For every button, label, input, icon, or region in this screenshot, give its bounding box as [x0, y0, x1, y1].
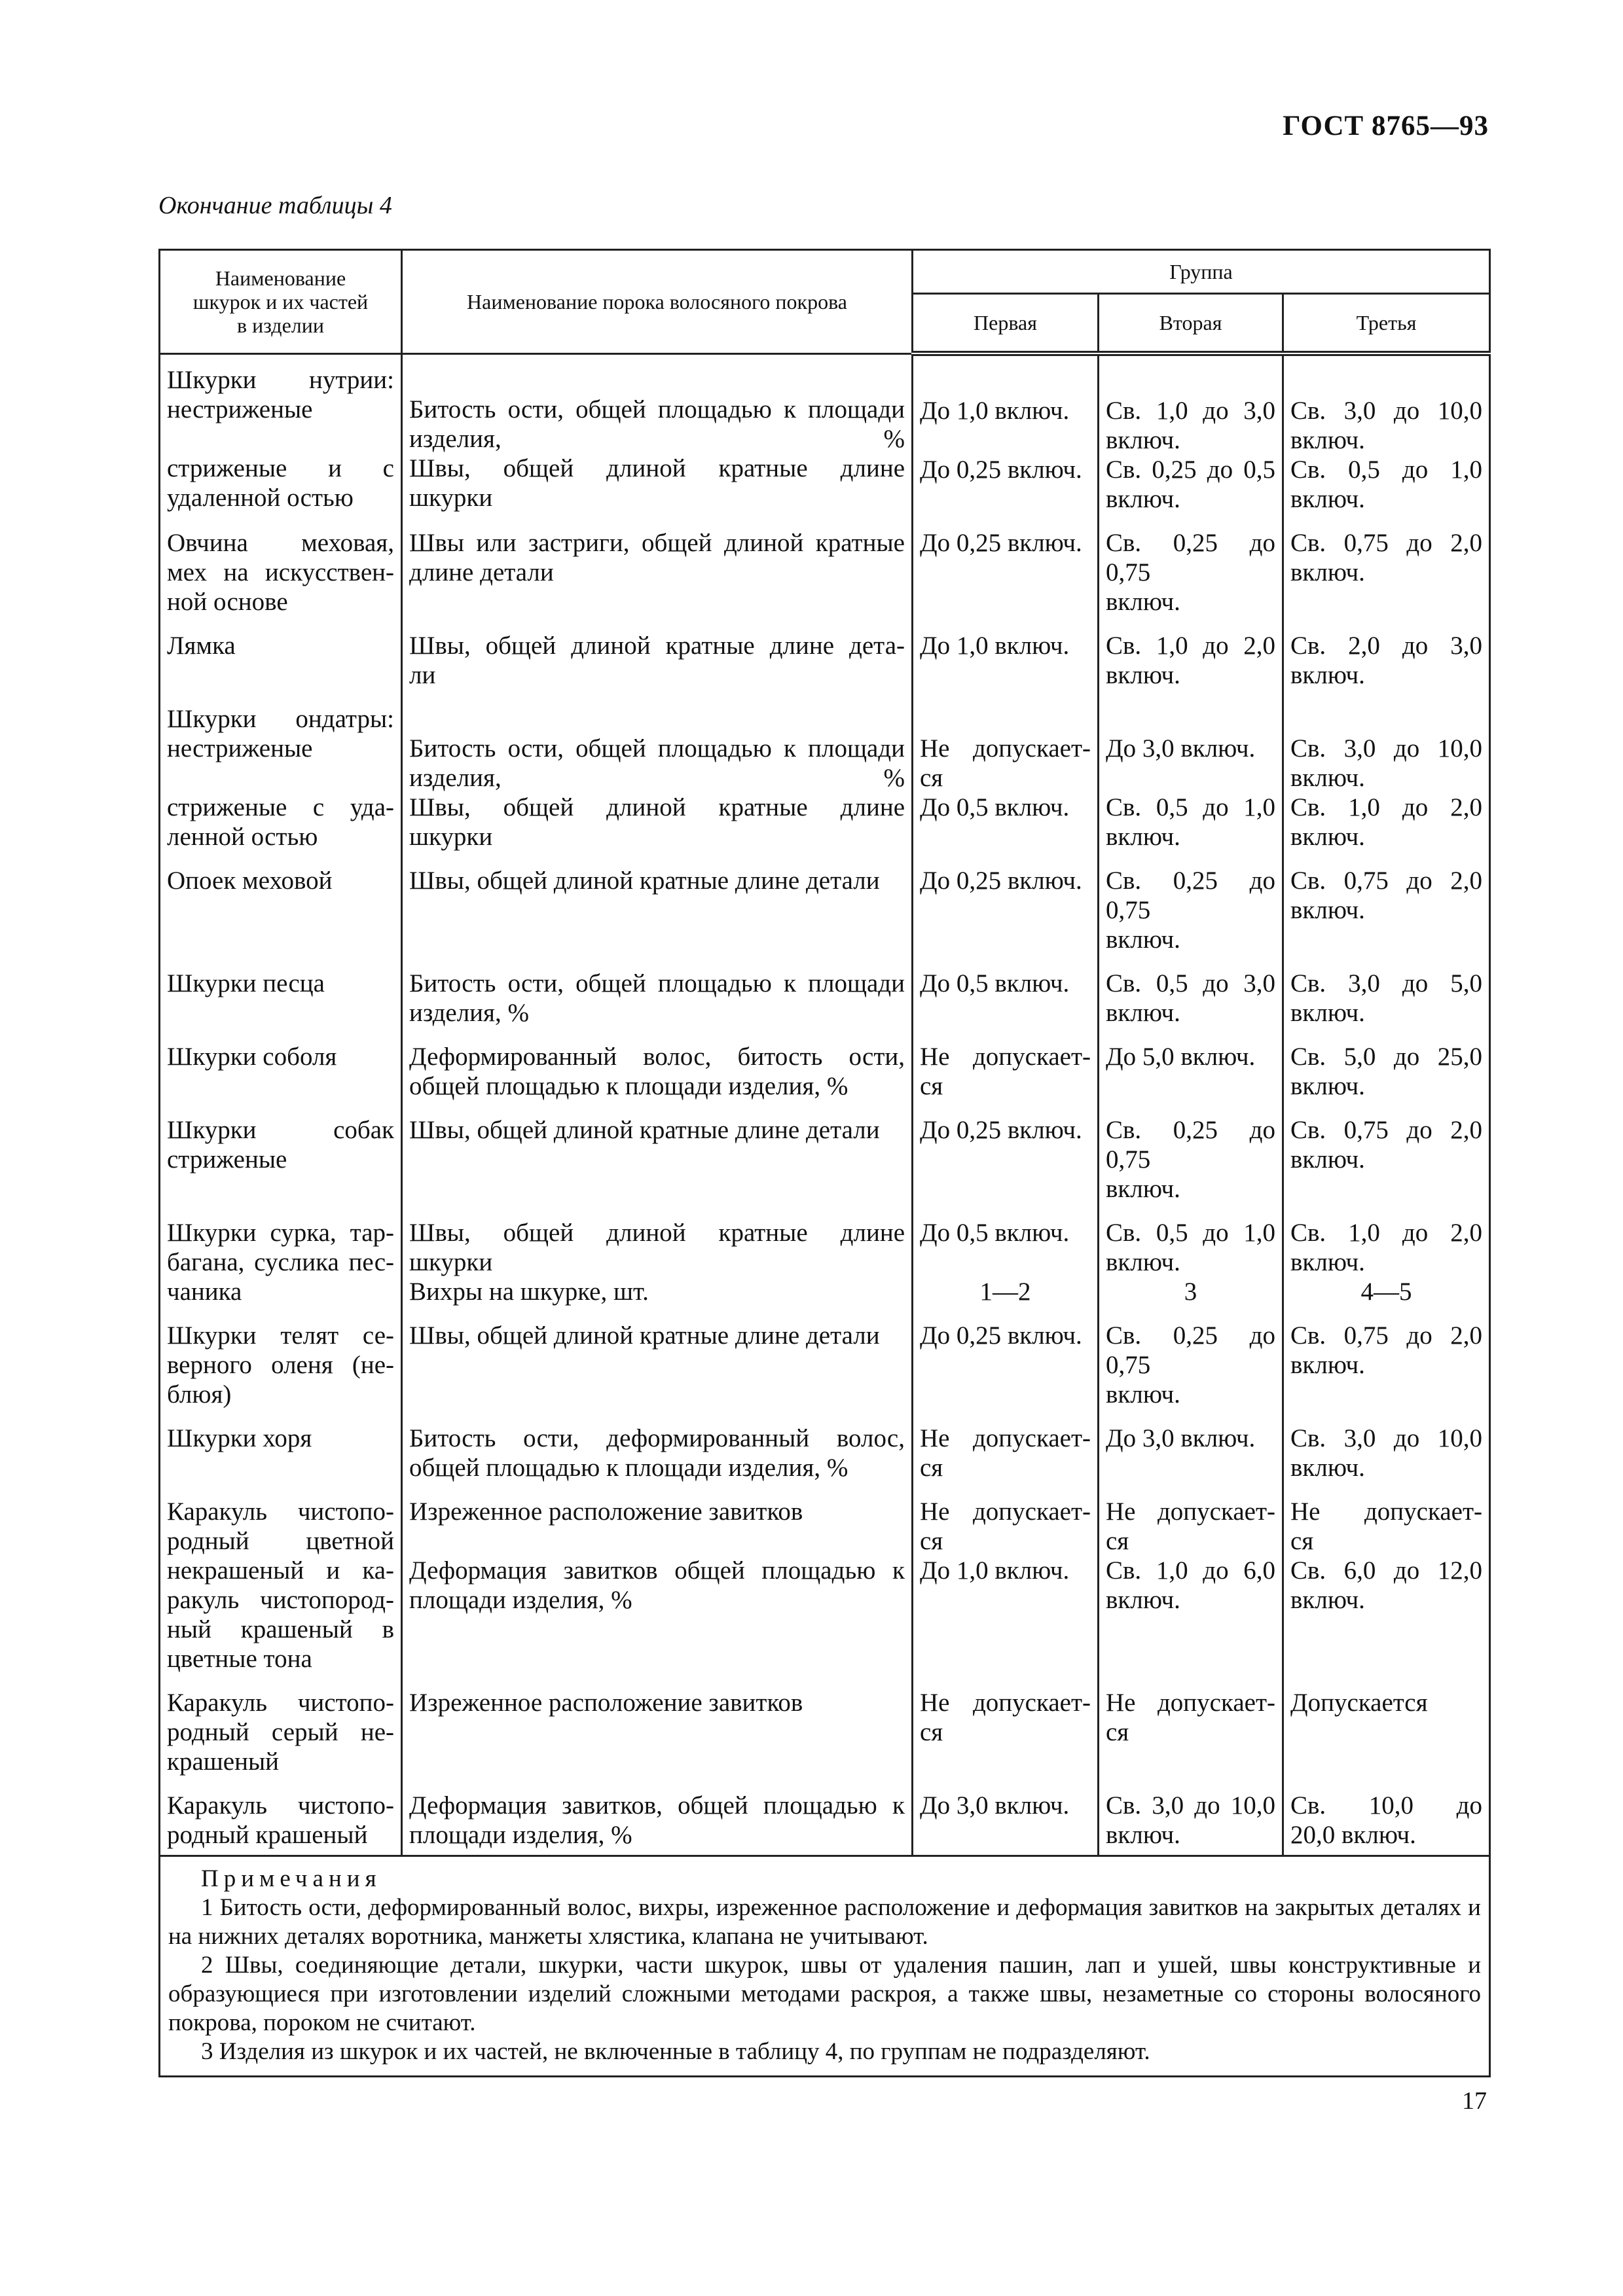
notes-title: Примечания — [201, 1865, 382, 1892]
row-item-name — [160, 1321, 402, 1424]
cell-line: Св. 0,5 до 1,0 — [1106, 1219, 1275, 1247]
table-row — [160, 1218, 1490, 1321]
cell-line: включ. — [1106, 426, 1180, 454]
cell-line: Св. 0,75 до 2,0 — [1290, 867, 1482, 895]
cell-line: включ. — [1290, 661, 1365, 689]
row-group-first — [913, 1115, 1099, 1218]
cell-line: Св. 1,0 до 2,0 — [1290, 793, 1482, 821]
cell-line: До 0,25 включ. — [920, 1116, 1082, 1144]
cell-line: ной основе — [167, 588, 288, 616]
row-group-second — [1099, 969, 1283, 1042]
cell-line: Битость ости, деформированный волос, — [409, 1424, 905, 1452]
cell-line: Шкурки хоря — [167, 1424, 312, 1452]
cell-line: включ. — [1106, 588, 1180, 616]
row-item-name — [160, 1218, 402, 1321]
row-group-third — [1283, 866, 1490, 969]
row-defect-name — [402, 631, 913, 704]
row-group-second — [1099, 631, 1283, 704]
cell-line — [920, 704, 1091, 734]
cell-line: Не допускает- — [920, 1043, 1091, 1071]
table-row — [160, 1115, 1490, 1218]
row-group-third — [1283, 1791, 1490, 1856]
row-group-second — [1099, 528, 1283, 631]
cell-line: До 1,0 включ. — [920, 397, 1070, 425]
row-group-second — [1099, 1218, 1283, 1321]
table-row — [160, 1424, 1490, 1497]
cell-line: До 1,0 включ. — [920, 1556, 1070, 1585]
cell-line: включ. — [1290, 1145, 1365, 1174]
cell-line: ный крашеный в — [167, 1615, 394, 1643]
row-defect-name — [402, 1042, 913, 1115]
row-group-second — [1099, 1042, 1283, 1115]
row-defect-name — [402, 1688, 913, 1791]
cell-line — [1106, 704, 1275, 734]
cell-line: До 3,0 включ. — [1106, 734, 1256, 762]
cell-line: Не допускает- — [920, 1498, 1091, 1526]
cell-line — [920, 822, 1091, 852]
cell-line: площади изделия, % — [409, 1821, 632, 1849]
table-row — [160, 704, 1490, 866]
table-row — [160, 1688, 1490, 1791]
row-item-name — [160, 1791, 402, 1856]
cell-line: Св. 0,5 до 1,0 — [1106, 793, 1275, 821]
cell-line: багана, суслика пес- — [167, 1248, 394, 1276]
cell-line: До 5,0 включ. — [1106, 1043, 1256, 1071]
cell-line: изделия, % — [409, 764, 905, 792]
row-group-third — [1283, 969, 1490, 1042]
column-header-group: Группа — [913, 250, 1490, 294]
cell-line: 20,0 включ. — [1290, 1821, 1416, 1849]
cell-line: Битость ости, общей площадью к площади — [409, 395, 905, 423]
cell-line: Швы, общей длиной кратные длине дета- — [409, 632, 905, 660]
cell-line: изделия, % — [409, 999, 529, 1027]
cell-line: включ. — [1106, 1380, 1180, 1408]
cell-line: Швы или застриги, общей длиной кратные — [409, 529, 905, 557]
row-item-name — [160, 1115, 402, 1218]
cell-line: изделия, % — [409, 424, 905, 453]
row-group-first — [913, 1791, 1099, 1856]
cell-line: Св. 0,75 до 2,0 — [1290, 529, 1482, 557]
table-row — [160, 353, 1490, 528]
row-group-third — [1283, 704, 1490, 866]
cell-line: Св. 2,0 до 3,0 — [1290, 632, 1482, 660]
cell-line: Св. 1,0 до 6,0 — [1106, 1556, 1275, 1585]
cell-line: Св. 1,0 до 2,0 — [1290, 1219, 1482, 1247]
row-group-third — [1283, 1115, 1490, 1218]
cell-line — [1106, 763, 1275, 793]
note-item: 2 Швы, соединяющие детали, шкурки, части шкурок, швы от удаления пашин, лап и ушей, швы конструктивные и образующиеся при изготовлении изделий сложными методами раскроя, а также швы, незаметные со стороны волосяного покрова, пороком не считают. — [168, 1952, 1481, 2036]
cell-line: Св. 1,0 до 3,0 — [1106, 397, 1275, 425]
cell-line: Изреженное расположение завитков — [409, 1689, 803, 1717]
cell-line: Шкурки песца — [167, 969, 325, 997]
cell-line: Св. 5,0 до 25,0 — [1290, 1043, 1482, 1071]
cell-line: Деформированный волос, битость ости, — [409, 1043, 905, 1071]
cell-line: До 0,25 включ. — [920, 456, 1082, 484]
cell-line: Св. 0,25 до 0,75 — [1106, 529, 1275, 586]
cell-line: включ. — [1290, 1586, 1365, 1614]
column-header-second: Вторая — [1099, 294, 1283, 354]
cell-line: включ. — [1106, 999, 1180, 1027]
cell-line: Швы, общей длиной кратные длине — [409, 454, 905, 482]
cell-line: включ. — [1290, 823, 1365, 851]
cell-line: До 0,5 включ. — [920, 793, 1070, 821]
row-defect-name — [402, 353, 913, 528]
cell-line: ся — [920, 1072, 943, 1100]
row-item-name — [160, 704, 402, 866]
cell-line: включ. — [1106, 1175, 1180, 1203]
cell-line: нестриженые — [167, 395, 313, 423]
cell-line: крашеный — [167, 1748, 280, 1776]
cell-line: включ. — [1290, 1351, 1365, 1379]
cell-line: Св. 6,0 до 12,0 — [1290, 1556, 1482, 1585]
table-row — [160, 1497, 1490, 1688]
cell-line: До 0,5 включ. — [920, 1219, 1070, 1247]
row-group-first — [913, 1424, 1099, 1497]
cell-line: включ. — [1290, 999, 1365, 1027]
cell-line: включ. — [1290, 1072, 1365, 1100]
cell-line: Овчина меховая, — [167, 529, 394, 557]
table-row — [160, 969, 1490, 1042]
column-header-item: Наименование шкурок и их частей в изделии — [160, 250, 402, 354]
column-header-third: Третья — [1283, 294, 1490, 354]
cell-line: Св. 0,75 до 2,0 — [1290, 1116, 1482, 1144]
cell-line: Св. 3,0 до 10,0 — [1106, 1791, 1275, 1820]
row-group-first — [913, 969, 1099, 1042]
row-item-name — [160, 1424, 402, 1497]
cell-line: цветные тона — [167, 1645, 312, 1673]
row-group-third — [1283, 1321, 1490, 1424]
row-group-second — [1099, 866, 1283, 969]
cell-line — [409, 365, 905, 395]
row-group-third — [1283, 1424, 1490, 1497]
cell-line: До 3,0 включ. — [920, 1791, 1070, 1820]
cell-line: Не допускает- — [1290, 1498, 1482, 1526]
cell-line: включ. — [1290, 1454, 1365, 1482]
row-group-first — [913, 1321, 1099, 1424]
cell-line: Св. 3,0 до 10,0 — [1290, 1424, 1482, 1452]
row-group-third — [1283, 528, 1490, 631]
cell-line: включ. — [1106, 925, 1180, 954]
cell-line — [920, 367, 1091, 396]
row-defect-name — [402, 1321, 913, 1424]
cell-line: Швы, общей длиной кратные длине детали — [409, 1116, 880, 1144]
cell-line: ленной остью — [167, 823, 318, 851]
cell-line: Шкурки нутрии: — [167, 365, 394, 394]
cell-line: стриженые и с — [167, 454, 394, 482]
cell-line: ся — [1106, 1718, 1129, 1746]
cell-line: Шкурки сурка, тар- — [167, 1219, 394, 1247]
cell-line: удаленной остью — [167, 483, 354, 512]
cell-line: Каракуль чистопо- — [167, 1791, 394, 1820]
cell-line: Шкурки соболя — [167, 1043, 337, 1071]
cell-line: До 1,0 включ. — [920, 632, 1070, 660]
note-item: 3 Изделия из шкурок и их частей, не включенные в таблицу 4, по группам не подразделяют. — [201, 2038, 1150, 2065]
row-group-second — [1099, 1321, 1283, 1424]
row-defect-name — [402, 1791, 913, 1856]
table-body — [160, 353, 1490, 1856]
row-item-name — [160, 528, 402, 631]
row-group-second — [1099, 1497, 1283, 1688]
cell-line — [409, 704, 905, 734]
cell-line: Св. 0,5 до 1,0 — [1290, 456, 1482, 484]
row-defect-name — [402, 1497, 913, 1688]
cell-line: ли — [409, 661, 436, 689]
cell-line: Св. 0,25 до 0,5 — [1106, 456, 1275, 484]
row-item-name — [160, 631, 402, 704]
cell-line: шкурки — [409, 483, 493, 512]
cell-line: нестриженые — [167, 734, 313, 762]
cell-line: До 0,25 включ. — [920, 529, 1082, 557]
row-group-first — [913, 353, 1099, 528]
cell-line — [920, 425, 1091, 455]
cell-line — [920, 1247, 1091, 1277]
page-number: 17 — [1462, 2087, 1487, 2115]
cell-line — [1290, 367, 1482, 396]
table-notes — [160, 1856, 1490, 2077]
cell-line: ракуль чистопород- — [167, 1586, 394, 1614]
row-item-name — [160, 1042, 402, 1115]
row-group-third — [1283, 353, 1490, 528]
cell-line: Опоек меховой — [167, 867, 333, 895]
table-caption: Окончание таблицы 4 — [158, 192, 392, 219]
cell-line: ся — [1290, 1527, 1314, 1555]
cell-line: Шкурки телят се- — [167, 1321, 394, 1350]
cell-line: включ. — [1106, 1586, 1180, 1614]
cell-line: Не допускает- — [920, 734, 1091, 762]
cell-line: Не допускает- — [1106, 1498, 1275, 1526]
cell-line: Св. 3,0 до 5,0 — [1290, 969, 1482, 997]
cell-line: Деформация завитков общей площадью к — [409, 1556, 905, 1585]
row-group-third — [1283, 1497, 1490, 1688]
cell-line: ся — [920, 764, 943, 792]
cell-line: некрашеный и ка- — [167, 1556, 394, 1585]
cell-line — [167, 424, 394, 454]
cell-line: включ. — [1106, 1821, 1180, 1849]
fur-defects-table — [158, 249, 1491, 2077]
cell-line: 4—5 — [1360, 1278, 1412, 1306]
cell-line: мех на искусствен- — [167, 558, 394, 586]
row-group-first — [913, 1042, 1099, 1115]
cell-line — [167, 763, 394, 793]
row-item-name — [160, 969, 402, 1042]
cell-line: Шкурки ондатры: — [167, 705, 394, 733]
cell-line: чаника — [167, 1278, 242, 1306]
note-item: 1 Битость ости, деформированный волос, вихры, изреженное расположение и деформация завитков на закрытых деталях и на нижних деталях воротника, манжеты хлястика, клапана не учитывают. — [168, 1894, 1481, 1950]
cell-line: Св. 0,75 до 2,0 — [1290, 1321, 1482, 1350]
cell-line: Св. 0,5 до 3,0 — [1106, 969, 1275, 997]
cell-line: Не допускает- — [1106, 1689, 1275, 1717]
cell-line: Изреженное расположение завитков — [409, 1498, 803, 1526]
cell-line: ся — [920, 1718, 943, 1746]
cell-line: ся — [920, 1454, 943, 1482]
cell-line: родный цветной — [167, 1527, 394, 1555]
cell-line: длине детали — [409, 558, 554, 586]
cell-line: Св. 0,25 до 0,75 — [1106, 867, 1275, 924]
cell-line: верного оленя (не- — [167, 1351, 394, 1379]
row-group-third — [1283, 1688, 1490, 1791]
cell-line: Швы, общей длиной кратные длине детали — [409, 867, 880, 895]
cell-line: родный серый не- — [167, 1718, 394, 1746]
row-defect-name — [402, 704, 913, 866]
cell-line: включ. — [1290, 426, 1365, 454]
cell-line: Деформация завитков, общей площадью к — [409, 1791, 905, 1820]
row-group-second — [1099, 1791, 1283, 1856]
cell-line — [409, 1526, 905, 1556]
row-group-third — [1283, 1218, 1490, 1321]
cell-line: Каракуль чистопо- — [167, 1689, 394, 1717]
row-defect-name — [402, 969, 913, 1042]
row-defect-name — [402, 1218, 913, 1321]
cell-line: шкурки — [409, 823, 493, 851]
row-group-first — [913, 1218, 1099, 1321]
row-group-first — [913, 866, 1099, 969]
cell-line: Св. 0,25 до 0,75 — [1106, 1321, 1275, 1379]
cell-line: Швы, общей длиной кратные длине — [409, 793, 905, 821]
cell-line: общей площадью к площади изделия, % — [409, 1454, 848, 1482]
cell-line: Не допускает- — [920, 1424, 1091, 1452]
cell-line: включ. — [1290, 896, 1365, 924]
cell-line: родный крашеный — [167, 1821, 368, 1849]
row-defect-name — [402, 866, 913, 969]
cell-line: 3 — [1184, 1278, 1197, 1306]
row-group-third — [1283, 631, 1490, 704]
cell-line: Битость ости, общей площадью к площади — [409, 969, 905, 997]
cell-line: Шкурки собак — [167, 1116, 394, 1144]
row-group-first — [913, 1688, 1099, 1791]
cell-line: включ. — [1290, 485, 1365, 513]
cell-line: Св. 1,0 до 2,0 — [1106, 632, 1275, 660]
cell-line: включ. — [1106, 661, 1180, 689]
table-row — [160, 528, 1490, 631]
cell-line: Швы, общей длиной кратные длине детали — [409, 1321, 880, 1350]
cell-line: стриженые — [167, 1145, 287, 1174]
cell-line: До 0,25 включ. — [920, 867, 1082, 895]
cell-line: включ. — [1290, 1248, 1365, 1276]
cell-line: включ. — [1290, 558, 1365, 586]
cell-line: включ. — [1106, 823, 1180, 851]
row-defect-name — [402, 1115, 913, 1218]
cell-line: Св. 10,0 до — [1290, 1791, 1482, 1820]
cell-line: Вихры на шкурке, шт. — [409, 1278, 649, 1306]
cell-line: шкурки — [409, 1248, 493, 1276]
cell-line: включ. — [1290, 764, 1365, 792]
row-item-name — [160, 866, 402, 969]
cell-line — [920, 484, 1091, 514]
cell-line — [1290, 704, 1482, 734]
row-group-first — [913, 1497, 1099, 1688]
cell-line: ся — [920, 1527, 943, 1555]
table-row — [160, 1791, 1490, 1856]
cell-line: Св. 3,0 до 10,0 — [1290, 734, 1482, 762]
cell-line: ся — [1106, 1527, 1129, 1555]
row-group-first — [913, 528, 1099, 631]
cell-line: Лямка — [167, 632, 236, 660]
cell-line: До 0,25 включ. — [920, 1321, 1082, 1350]
table-row — [160, 1321, 1490, 1424]
cell-line: 1—2 — [979, 1278, 1031, 1306]
row-item-name — [160, 1497, 402, 1688]
row-defect-name — [402, 1424, 913, 1497]
cell-line: До 3,0 включ. — [1106, 1424, 1256, 1452]
cell-line: блюя) — [167, 1380, 232, 1408]
row-group-second — [1099, 1115, 1283, 1218]
cell-line: Св. 3,0 до 10,0 — [1290, 397, 1482, 425]
table-row — [160, 866, 1490, 969]
row-group-first — [913, 631, 1099, 704]
cell-line: Не допускает- — [920, 1689, 1091, 1717]
cell-line: Швы, общей длиной кратные длине — [409, 1219, 905, 1247]
cell-line: включ. — [1106, 485, 1180, 513]
row-group-second — [1099, 353, 1283, 528]
cell-line: общей площадью к площади изделия, % — [409, 1072, 848, 1100]
row-group-third — [1283, 1042, 1490, 1115]
cell-line: площади изделия, % — [409, 1586, 632, 1614]
table-row — [160, 1042, 1490, 1115]
row-group-second — [1099, 1424, 1283, 1497]
column-header-first: Первая — [913, 294, 1099, 354]
cell-line: Св. 0,25 до 0,75 — [1106, 1116, 1275, 1174]
row-item-name — [160, 353, 402, 528]
document-code: ГОСТ 8765—93 — [1283, 111, 1489, 141]
cell-line: Допускается — [1290, 1689, 1428, 1717]
row-item-name — [160, 1688, 402, 1791]
column-header-defect: Наименование порока волосяного покрова — [402, 250, 913, 354]
cell-line: Битость ости, общей площадью к площади — [409, 734, 905, 762]
cell-line — [1106, 367, 1275, 396]
table-row — [160, 631, 1490, 704]
row-group-first — [913, 704, 1099, 866]
cell-line: стриженые с уда- — [167, 793, 394, 821]
row-group-second — [1099, 1688, 1283, 1791]
cell-line: Каракуль чистопо- — [167, 1498, 394, 1526]
cell-line: включ. — [1106, 1248, 1180, 1276]
row-defect-name — [402, 528, 913, 631]
cell-line: До 0,5 включ. — [920, 969, 1070, 997]
row-group-second — [1099, 704, 1283, 866]
